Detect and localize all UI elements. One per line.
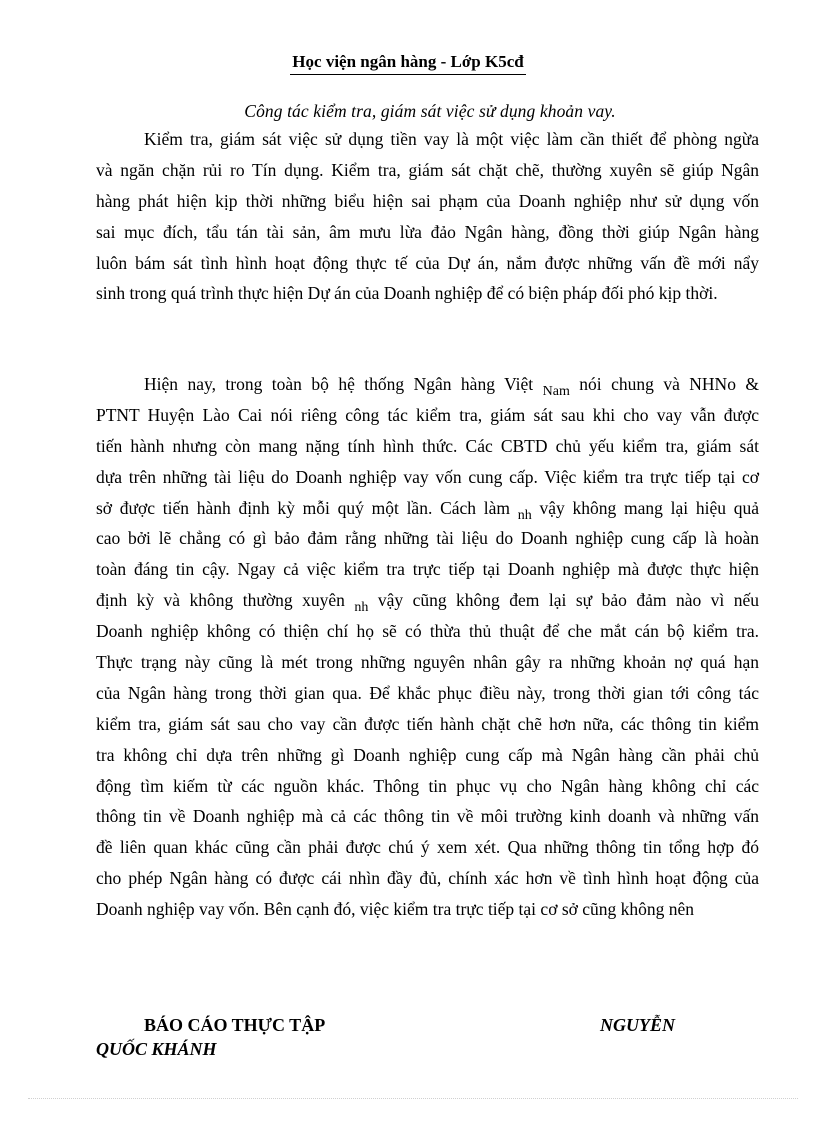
paragraph-line: [96, 493, 759, 524]
paragraph-line: luôn bám sát tình hình hoạt động thực tế của Dự án, nắm được những vấn đề mới nẩy: [96, 252, 759, 273]
header-title: Học viện ngân hàng - Lớp K5cđ: [290, 52, 525, 75]
line-text: vậy không mang lại hiệu quả: [539, 497, 760, 518]
paragraph-line: sai mục đích, tẩu tán tài sản, âm mưu lừa đảo Ngân hàng, đồng thời giúp Ngân hàng: [96, 221, 759, 242]
paragraph-line: động tìm kiếm từ các nguồn khác. Thông tin phục vụ cho Ngân hàng không chỉ các: [96, 775, 759, 796]
line-subscript: Nam: [542, 384, 570, 399]
line-subscript: nh: [517, 507, 532, 523]
paragraph-2: [96, 369, 759, 925]
paragraph-line: toàn đáng tin cậy. Ngay cả việc kiểm tra trực tiếp tại Doanh nghiệp mà được thực hiện: [96, 559, 759, 580]
paragraph-line: thông tin về Doanh nghiệp mà cả các thông tin về môi trường kinh doanh và những vấn: [96, 806, 759, 827]
paragraph-line: Kiểm tra, giám sát việc sử dụng tiền vay là một việc làm cần thiết để phòng ngừa: [144, 129, 759, 149]
paragraph-line: dựa trên những tài liệu do Doanh nghiệp vay vốn cung cấp. Việc kiểm tra trực tiếp tại cơ: [96, 466, 759, 487]
paragraph-1: [96, 124, 759, 309]
paragraph-line: cho phép Ngân hàng có được cái nhìn đầy đủ, chính xác hơn về tình hình hoạt động của: [96, 868, 759, 889]
paragraph-line: kiểm tra, giám sát sau cho vay cần được tiến hành chặt chẽ hơn nữa, các thông tin kiểm: [96, 713, 759, 734]
line-text: vậy cũng không đem lại sự bảo đảm nào vì nếu: [377, 590, 760, 611]
paragraph-line: đề liên quan khác cũng cần phải được chú ý xem xét. Qua những thông tin tổng hợp đó: [96, 837, 759, 858]
paragraph-line: Doanh nghiệp không có thiện chí họ sẽ có thừa thủ thuật để che mắt cán bộ kiểm tra.: [96, 621, 759, 642]
paragraph-line: tiến hành nhưng còn mang nặng tính hình thức. Các CBTD chủ yếu kiểm tra, giám sát: [96, 435, 759, 456]
line-subscript: nh: [354, 600, 369, 616]
footer-author-name-part2: QUỐC KHÁNH: [96, 1039, 217, 1059]
paragraph-line: và ngăn chặn rủi ro Tín dụng. Kiểm tra, giám sát chặt chẽ, thường xuyên sẽ giúp Ngân: [96, 159, 759, 180]
paragraph-line: [96, 585, 759, 616]
paragraph-line: PTNT Huyện Lào Cai nói riêng công tác kiểm tra, giám sát sau khi cho vay vẫn được: [96, 404, 759, 425]
section-subtitle: Công tác kiểm tra, giám sát việc sử dụng khoản vay.: [244, 101, 616, 121]
paragraph-line: [96, 369, 759, 400]
page-bottom-divider: [28, 1098, 798, 1099]
footer-report-label: BÁO CÁO THỰC TẬP: [144, 1015, 326, 1035]
line-text: nói chung và NHNo &: [579, 374, 759, 394]
line-text: Hiện nay, trong toàn bộ hệ thống Ngân hàng Việt: [144, 374, 534, 394]
paragraph-line: tra không chỉ dựa trên những gì Doanh nghiệp cung cấp mà Ngân hàng cần phải chủ: [96, 744, 759, 765]
paragraph-line: sinh trong quá trình thực hiện Dự án của Doanh nghiệp để có biện pháp đối phó kịp thời.: [96, 283, 718, 304]
line-text: sở được tiến hành định kỳ mỗi quý một lần. Cách làm: [96, 497, 511, 518]
paragraph-line: Doanh nghiệp vay vốn. Bên cạnh đó, việc kiểm tra trực tiếp tại cơ sở cũng không nên: [96, 899, 695, 920]
page-header: [0, 52, 816, 72]
paragraph-line: Thực trạng này cũng là mét trong những nguyên nhân gây ra những khoản nợ quá hạn: [96, 652, 759, 673]
footer-author-name-part1: NGUYỄN: [600, 1015, 675, 1035]
paragraph-line: hàng phát hiện kịp thời những biểu hiện sai phạm của Doanh nghiệp như sử dụng vốn: [96, 190, 759, 211]
paragraph-line: của Ngân hàng trong thời gian qua. Để khắc phục điều này, trong thời gian tới công tác: [96, 682, 759, 703]
line-text: định kỳ và không thường xuyên: [96, 590, 345, 611]
paragraph-line: cao bởi lẽ chẳng có gì bảo đảm rằng những tài liệu do Doanh nghiệp cung cấp là hoàn: [96, 528, 759, 549]
